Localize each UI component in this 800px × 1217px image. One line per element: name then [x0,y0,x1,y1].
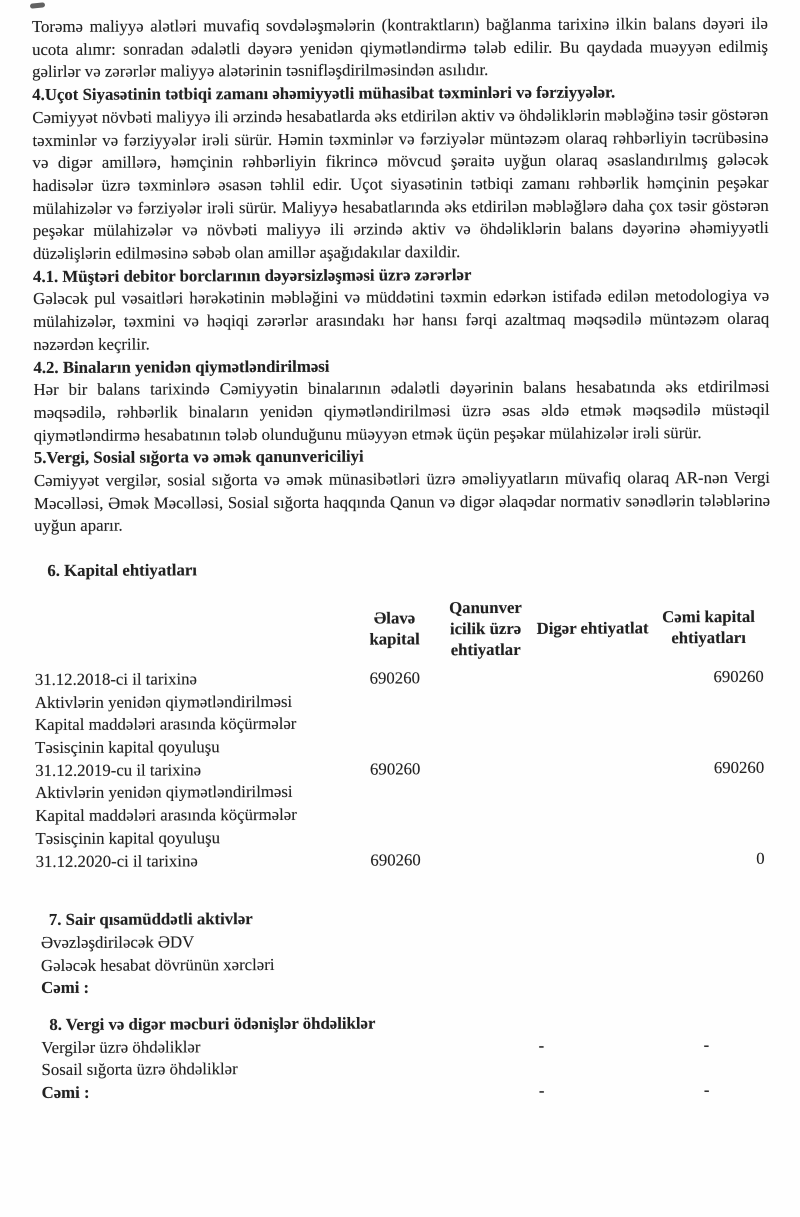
capital-table-header-row [34,596,770,662]
item-label: Əvəzləşdiriləcək ƏDV [40,932,195,952]
section-5-paragraph: Cəmiyyət vergilər, sosial sığorta və əmək münasibətləri üzrə əməliyyatların müvafiq olaraq AR-nən Vergi Məcəlləsi, Əmək Məcəlləsi, Sosial sığorta haqqında Qanun və digər əlaqədar normativ sənədlərin tələblərinə uyğun aparır. [33,467,771,536]
cell-elave [355,803,435,826]
capital-reserves-table [34,596,771,874]
cell-qanun [435,667,537,690]
cell-elave: 690260 [369,759,421,779]
list-item [36,1056,772,1082]
section-7 [36,906,772,1000]
cell-label: Təsisçinin kapital qoyuluşu [35,828,221,848]
item-label: Sosail sığorta üzrə öhdəliklər [41,1059,238,1080]
cell-label: Təsisçinin kapital qoyuluşu [35,737,220,758]
section-4-2-paragraph: Hər bir balans tarixində Cəmiyyətin binalarının ədalətli dəyərinin balans hesabatında əks etdirilməsi məqsədilə, rəhbərlik binaların yenidən qiymətləndirilməsi üzrə əsas əldə etmək məqsədilə müstəqil qiymətləndirmə hesabatının tələb olunduğunu müəyyən etmək üçün peşəkar mülahizələr irəli sürür. [33,377,770,445]
cell-qanun [435,758,537,781]
cell-cemi [649,825,769,848]
cell-qanun [435,780,537,803]
section-8 [36,1011,772,1105]
list-item [36,929,772,955]
cell-qanun [435,712,537,735]
cell-cemi: 690260 [713,757,765,777]
section-5-heading: 5.Vergi, Sosial sığorta və əmək qanunvericiliyi [33,446,364,468]
total-row [36,974,772,1000]
cell-elave [355,713,435,736]
cell-diger [537,757,649,780]
cell-label: 31.12.2019-cu il tarixinə [35,759,202,780]
cell-cemi [649,802,769,825]
cell-label: Aktivlərin yenidən qiymətləndirilməsi [35,782,293,803]
list-item [36,1034,772,1060]
item-label: Gələcək hesabat dövrünün xərcləri [40,954,275,975]
cell-cemi [649,711,769,734]
total-row [37,1079,773,1105]
cell-diger [537,825,649,848]
cell-label: 31.12.2020-ci il tarixinə [35,850,198,871]
cell-diger [538,848,650,871]
value-dash-col1: - [538,1080,545,1100]
item-label: Vergilər üzrə öhdəliklər [41,1037,201,1057]
cell-elave: 690260 [370,849,421,870]
table-row [35,711,771,737]
section-4-1-paragraph: Gələcək pul vəsaitləri hərəkətinin məbləğini və müddətini təxmin edərkən istifadə edilən metodologiya və mülahizələr, təxmini və həqiqi zərərlər arasındakı hər hansı fərqi azaltmaq məqsədilə müntəzəm olaraq nəzərdən keçrilir. [33,286,770,354]
cell-diger [537,780,649,803]
cell-elave [355,690,435,713]
cell-qanun [435,803,537,826]
col-header-diger-ehtiyatlar: Digər ehtiyatlat [536,618,649,638]
section-8-heading: 8. Vergi və digər məcburi ödənişlər öhdəliklər [49,1013,376,1034]
item-label: Cəmi : [41,978,90,998]
cell-cemi: 0 [756,848,765,868]
cell-qanun [436,848,538,871]
section-4-paragraph: Cəmiyyət növbəti maliyyə ili ərzində hesabatlarda əks etdirilən aktiv və öhdəliklərin məbləğinə təsir göstərən təxminlər və fərziyyələr irəli sürür. Həmin təxminlər və fərziyələr müntəzəm olaraq rəhbərliyin təcrübəsinə və digər amillərə, həmçinin rəhbərliyin fikrincə mövcud şəraitə uyğun olaraq əsaslandırılmış gələcək hadisələr üzrə təxminlərə əsasən təhlil edir. Uçot siyasətinin tətbiqi zamanı rəhbərlik həmçinin peşəkar mülahizələr və fərziyələr irəli sürür. Maliyyə hesabatlarında əks etdirilən məbləğlərə daha çox təsir göstərən peşəkar mülahizələr və növbəti maliyyə ili ərzində aktiv və öhdəliklərin balans dəyərinə əhəmiyyətli düzəlişlərin edilməsinə səbəb olan amillər aşağıdakılar daxildir. [32,104,769,264]
list-item [36,951,772,977]
section-4-1-heading: 4.1. Müştəri debitor borclarının dəyərsizləşməsi üzrə zərərlər [32,264,472,286]
table-row [35,734,771,760]
capital-table-body [35,666,772,874]
col-header-qanunvericilik: Qanunver icilik üzrə ehtiyatlar [449,597,522,660]
cell-qanun [435,735,537,758]
section-4-heading: 4.Uçot Siyasətinin tətbiqi zamanı əhəmiyyətli mühasibat təxminləri və fərziyyələr. [32,82,616,105]
table-row [36,847,772,873]
cell-elave [355,826,435,849]
cell-label: Kapital maddələri arasında köçürmələr [34,714,297,735]
cell-label: 31.12.2018-ci il tarixinə [34,669,198,689]
section-7-heading: 7. Sair qısamüddətli aktivlər [48,909,253,930]
table-row [35,825,771,851]
value-dash-col1: - [538,1035,545,1055]
cell-elave [355,735,435,758]
item-label: Cəmi : [41,1082,90,1103]
table-row [35,779,771,805]
cell-elave [355,781,435,804]
cell-cemi [649,779,769,802]
section-6-heading: 6. Kapital ehtiyatları [47,560,197,581]
cell-label: Kapital maddələri arasında köçürmələr [35,804,297,826]
col-header-cemi-kapital: Cəmi kapital ehtiyatları [662,607,755,648]
cell-diger [537,689,649,712]
table-row [35,688,771,714]
table-row [35,757,771,783]
cell-diger [537,666,649,689]
cell-cemi [649,688,769,711]
cell-qanun [435,826,537,849]
cell-diger [537,712,649,735]
cell-diger [537,802,649,825]
value-dash-col2: - [703,1034,710,1054]
col-header-elave-kapital: Əlavə kapital [369,608,420,649]
value-dash-col2: - [703,1080,710,1100]
section-4-2-heading: 4.2. Binaların yenidən qiymətləndirilməsi [33,356,330,377]
cell-elave: 690260 [369,668,420,688]
intro-paragraph: Torəmə maliyyə alətləri muvafiq sovdələşmələrin (kontraktların) bağlanma tarixinə ilkin balans dəyəri ilə ucota alımr: sonradan ədalətli dəyərə yenidən qiymətləndirmə tələb edilir. Bu qaydada muəyyən edilmiş gəlirlər və zərərlər maliyyə alətərinin təsnifləşdirilməsindən asılıdır. [31,13,769,82]
cell-diger [537,734,649,757]
table-row [35,666,771,692]
cell-cemi: 690260 [713,666,764,686]
cell-qanun [435,689,537,712]
cell-cemi [649,734,769,757]
table-row [35,802,771,828]
col-header-empty [35,629,355,630]
cell-label: Aktivlərin yenidən qiymətləndirilməsi [34,691,293,712]
